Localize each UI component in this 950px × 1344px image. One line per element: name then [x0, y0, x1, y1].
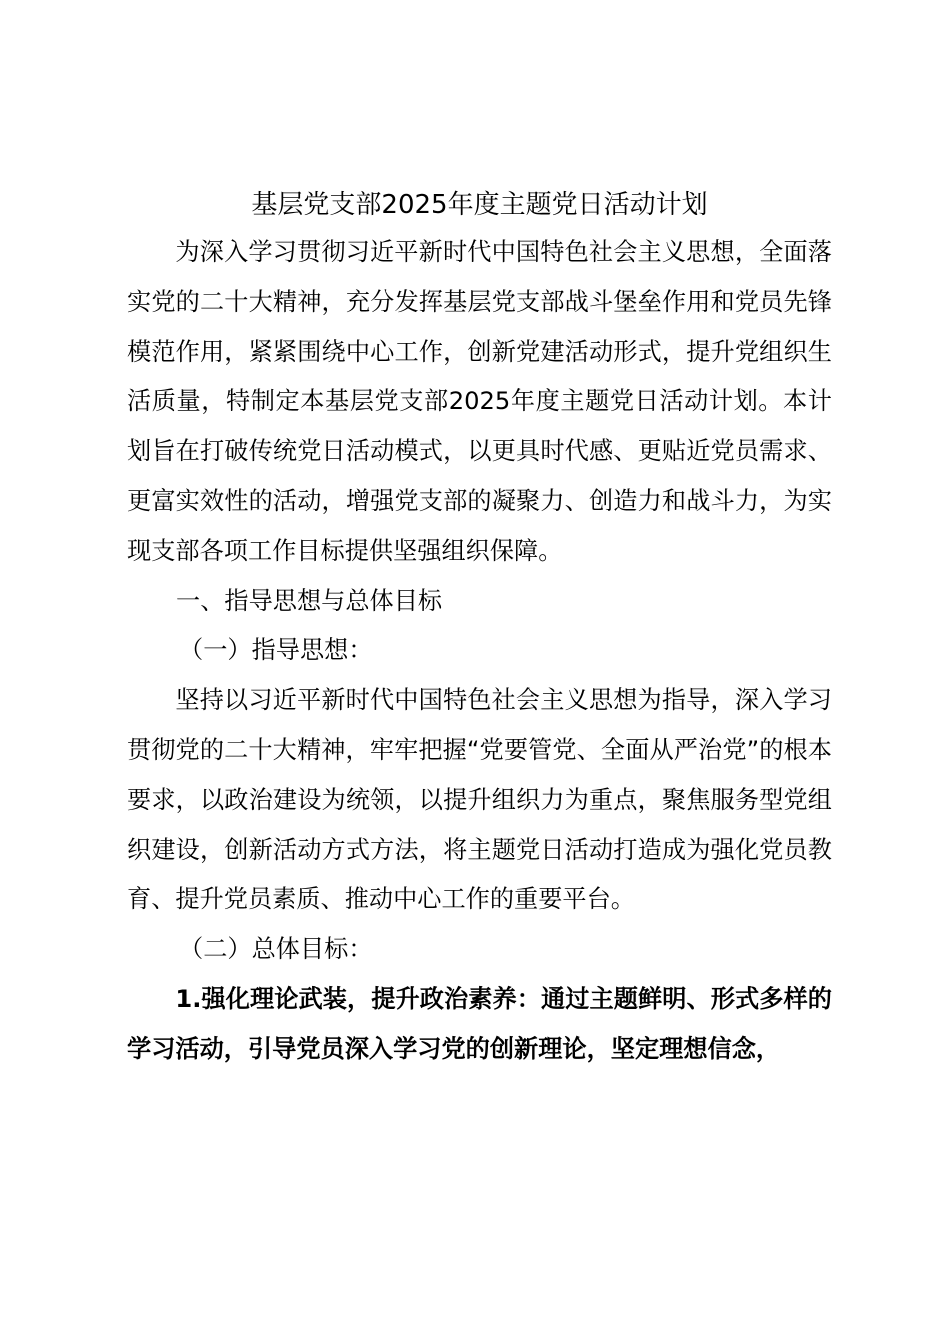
section-heading-guiding-thought-and-goals: 一、指导思想与总体目标	[176, 586, 443, 615]
intro-paragraph: 为深入学习贯彻习近平新时代中国特色社会主义思想，全面落实党的二十大精神，充分发挥基层党支部战斗堡垒作用和党员先锋模范作用，紧紧围绕中心工作，创新党建活动形式，提升党组织生活质量，特制定本基层党支部2025年度主题党日活动计划。本计划旨在打破传统党日活动模式，以更具时代感、更贴近党员需求、更富实效性的活动，增强党支部的凝聚力、创造力和战斗力，为实现支部各项工作目标提供坚强组织保障。	[127, 238, 832, 565]
document-title: 基层党支部2025年度主题党日活动计划	[251, 190, 708, 220]
subsection-heading-overall-goals: （二）总体目标：	[179, 935, 373, 964]
document-page	[127, 182, 832, 1075]
subsection-heading-guiding-thought: （一）指导思想：	[179, 636, 373, 665]
goal-item-1: 1.强化理论武装，提升政治素养：通过主题鲜明、形式多样的学习活动，引导党员深入学习党的创新理论，坚定理想信念，	[127, 984, 832, 1063]
guiding-thought-paragraph: 坚持以习近平新时代中国特色社会主义思想为指导，深入学习贯彻党的二十大精神，牢牢把握“党要管党、全面从严治党”的根本要求，以政治建设为统领，以提升组织力为重点，聚焦服务型党组织建设，创新活动方式方法，将主题党日活动打造成为强化党员教育、提升党员素质、推动中心工作的重要平台。	[127, 686, 832, 914]
